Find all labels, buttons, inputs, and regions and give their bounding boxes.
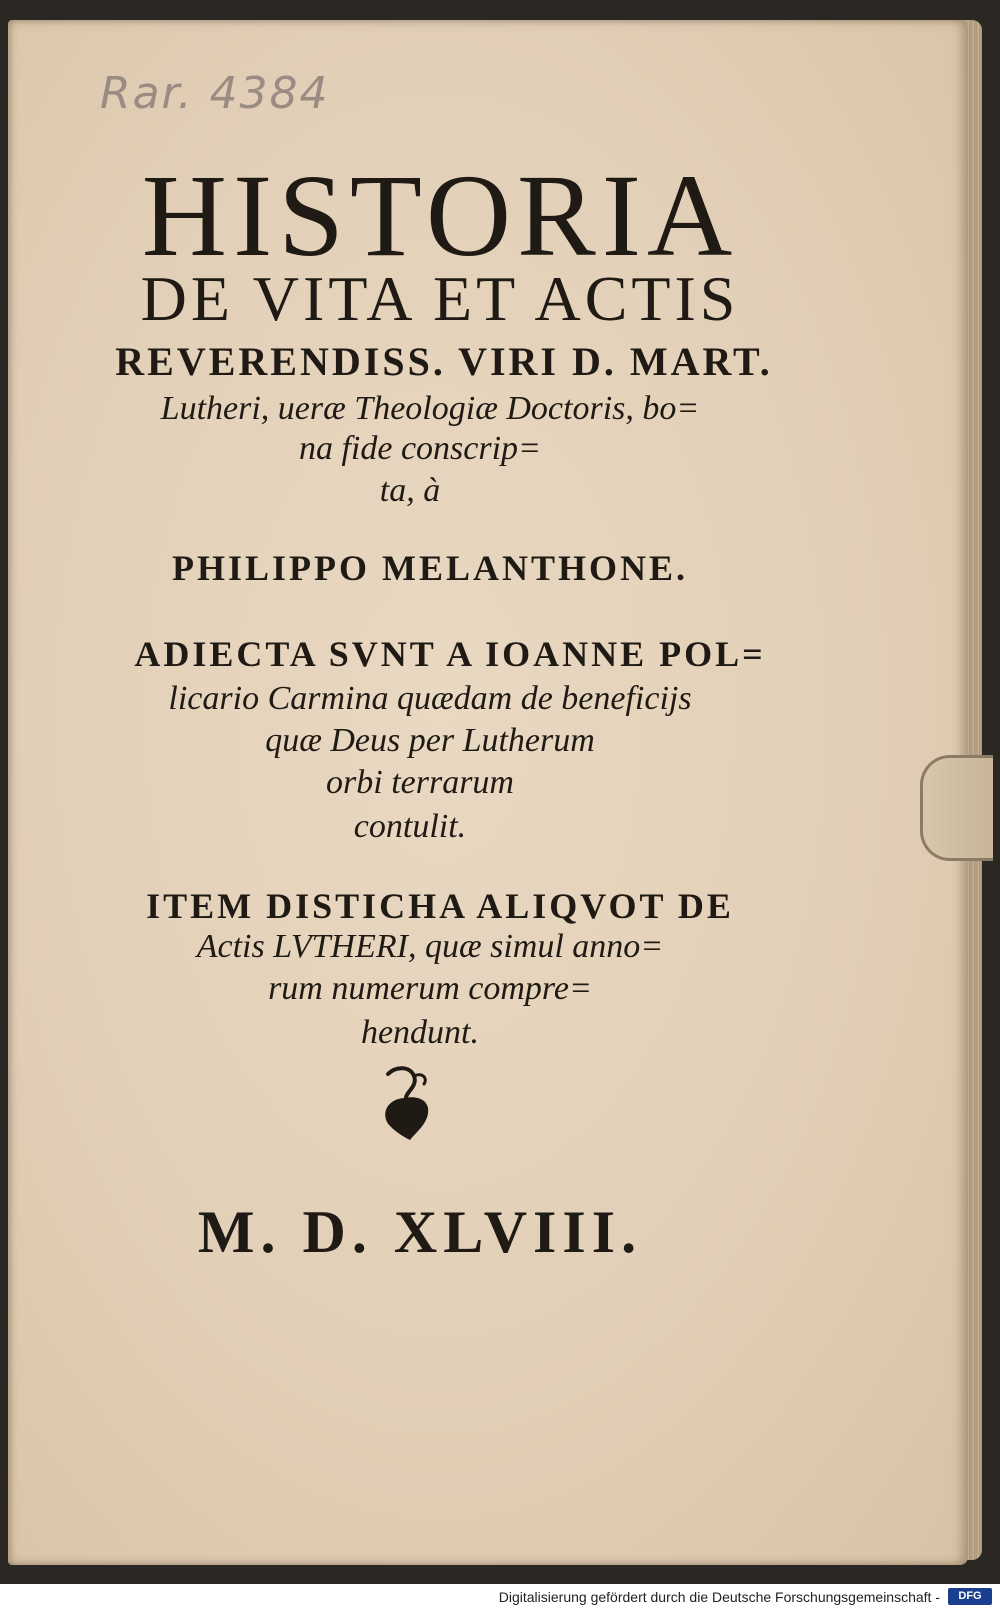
title-line-2: DE VITA ET ACTIS: [140, 263, 740, 334]
book-clasp: [920, 755, 993, 861]
title-line-3: REVERENDISS. VIRI D. MART.: [115, 339, 773, 384]
item-line-2: Actis LVTHERI, quæ simul anno=: [196, 928, 664, 965]
title-line-1: HISTORIA: [141, 150, 739, 281]
addendum-line-4: orbi terrarum: [326, 764, 514, 801]
title-line-6: ta, à: [379, 472, 441, 509]
dfg-logo: DFG: [948, 1588, 992, 1605]
digitization-footer: [0, 1584, 1000, 1609]
publication-date: M. D. XLVIII.: [197, 1199, 643, 1265]
addendum-line-3: quæ Deus per Lutherum: [265, 722, 595, 759]
footer-credit-text: Digitalisierung gefördert durch die Deutsche Forschungsgemeinschaft -: [498, 1589, 940, 1605]
addendum-line-2: licario Carmina quædam de beneficijs: [168, 680, 692, 717]
addendum-line-1: ADIECTA SVNT A IOANNE POL=: [134, 634, 766, 674]
leaf-ornament-icon: [376, 1062, 436, 1142]
addendum-line-5: contulit.: [353, 808, 467, 845]
title-line-4: Lutheri, ueræ Theologiæ Doctoris, bo=: [160, 390, 700, 427]
author-line: PHILIPPO MELANTHONE.: [171, 548, 689, 588]
shelfmark-annotation: Rar. 4384: [100, 68, 330, 119]
item-line-1: ITEM DISTICHA ALIQVOT DE: [146, 886, 734, 926]
item-line-3: rum numerum compre=: [268, 970, 592, 1007]
title-line-5: na fide conscrip=: [298, 430, 542, 467]
item-line-4: hendunt.: [360, 1014, 480, 1051]
